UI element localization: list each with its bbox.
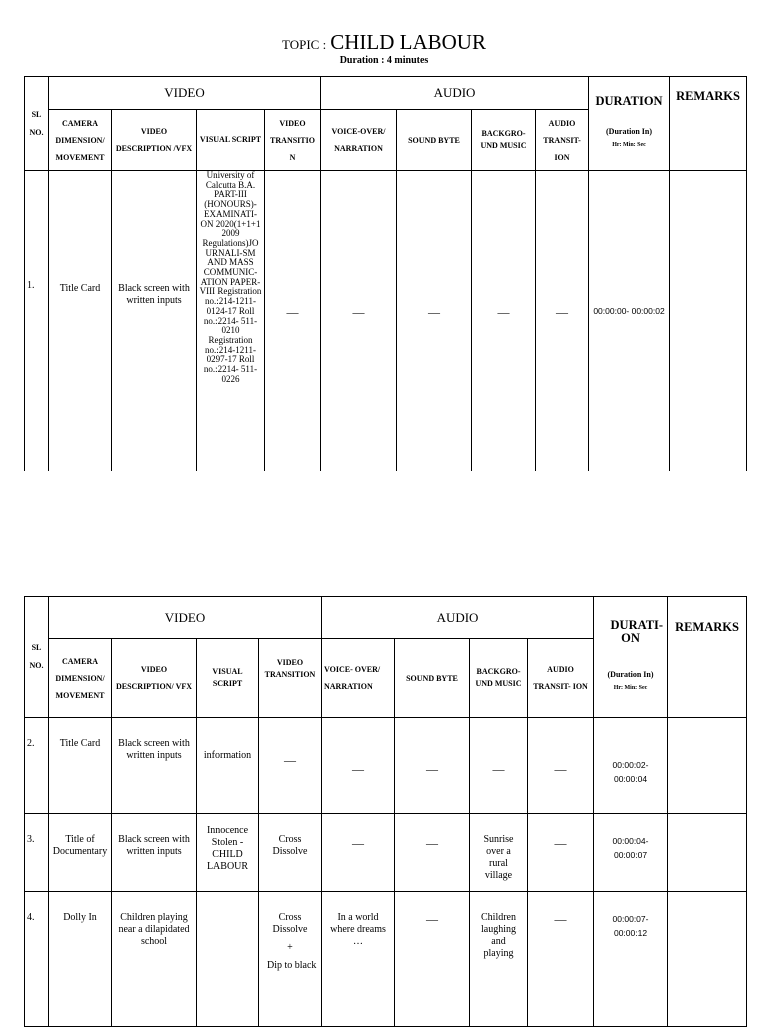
- duration-cell: 00:00:00- 00:00:02: [589, 171, 670, 491]
- remarks-cell: [670, 171, 747, 491]
- voice-over-cell: —: [322, 814, 395, 892]
- sl-no-header: SL NO.: [25, 597, 49, 718]
- visual-script-header: VISUAL SCRIPT: [197, 110, 265, 171]
- voice-over-header: VOICE-OVER/ NARRATION: [321, 110, 397, 171]
- camera-header: CAMERA DIMENSION/ MOVEMENT: [49, 639, 112, 718]
- storyboard-table-2: [24, 596, 747, 1027]
- topic-prefix: TOPIC :: [282, 37, 327, 52]
- table-row: [25, 892, 747, 1027]
- audio-transition-cell: —: [528, 892, 594, 1027]
- table-row: [25, 814, 747, 892]
- sl-cell: 3.: [25, 814, 49, 892]
- video-transition-header: VIDEO TRANSITIO N: [265, 110, 321, 171]
- duration-label: DURATI- ON: [610, 618, 664, 645]
- sl-no-header: SL NO.: [25, 77, 49, 171]
- sound-byte-header: SOUND BYTE: [395, 639, 470, 718]
- duration-in-label: (Duration In): [607, 670, 654, 679]
- remarks-cell: [668, 814, 747, 892]
- background-music-header: BACKGRO- UND MUSIC: [470, 639, 528, 718]
- page-gap: [0, 471, 768, 596]
- camera-cell: Title Card: [49, 718, 112, 814]
- video-transition-cell: [259, 892, 322, 1027]
- camera-cell: Dolly In: [49, 892, 112, 1027]
- video-transition-cell: Cross Dissolve: [259, 814, 322, 892]
- camera-cell: Title Card: [49, 171, 112, 491]
- table-row: [25, 718, 747, 814]
- voice-over-cell: —: [322, 718, 395, 814]
- document-title: [0, 30, 768, 55]
- audio-transition-cell: —: [528, 814, 594, 892]
- audio-transition-header: AUDIO TRANSIT- ION: [536, 110, 589, 171]
- audio-group-header: AUDIO: [322, 597, 594, 639]
- sl-cell: 4.: [25, 892, 49, 1027]
- visual-script-header: VISUAL SCRIPT: [197, 639, 259, 718]
- video-group-header: VIDEO: [49, 77, 321, 110]
- video-group-header: VIDEO: [49, 597, 322, 639]
- audio-transition-cell: —: [528, 718, 594, 814]
- description-cell: Children playing near a dilapidated school: [112, 892, 197, 1027]
- duration-cell: 00:00:04- 00:00:07: [594, 814, 668, 892]
- sl-cell: 2.: [25, 718, 49, 814]
- video-transition-cell: —: [259, 718, 322, 814]
- description-cell: Black screen with written inputs: [112, 171, 197, 491]
- voice-over-cell: In a world where dreams …: [322, 892, 395, 1027]
- video-description-header: VIDEO DESCRIPTION/ VFX: [112, 639, 197, 718]
- duration-format-label: Hr: Min: Sec: [612, 141, 646, 148]
- visual-script-cell: Innocence Stolen - CHILD LABOUR: [197, 814, 259, 892]
- video-transition-cell: —: [265, 171, 321, 491]
- audio-transition-header: AUDIO TRANSIT- ION: [528, 639, 594, 718]
- duration-in-label: (Duration In): [606, 126, 653, 136]
- camera-header: CAMERA DIMENSION/ MOVEMENT: [49, 110, 112, 171]
- description-cell: Black screen with written inputs: [112, 814, 197, 892]
- table-row: [25, 171, 747, 491]
- background-music-header: BACKGRO- UND MUSIC: [472, 110, 536, 171]
- video-transition-text: Cross Dissolve: [272, 912, 308, 935]
- duration-cell: 00:00:02- 00:00:04: [594, 718, 668, 814]
- audio-transition-cell: —: [536, 171, 589, 491]
- music-cell: —: [472, 171, 536, 491]
- remarks-header: REMARKS: [668, 597, 747, 718]
- camera-cell: Title of Documentary: [49, 814, 112, 892]
- voice-over-cell: —: [321, 171, 397, 491]
- duration-line: Duration : 4 minutes: [339, 55, 429, 66]
- video-transition-extra: Dip to black: [267, 960, 317, 971]
- visual-script-cell: information: [197, 718, 259, 814]
- music-cell: —: [470, 718, 528, 814]
- duration-format-label: Hr: Min: Sec: [613, 685, 648, 691]
- music-cell: Children laughing and playing: [470, 892, 528, 1027]
- topic-text: CHILD LABOUR: [330, 30, 486, 54]
- sound-byte-header: SOUND BYTE: [397, 110, 472, 171]
- audio-group-header: AUDIO: [321, 77, 589, 110]
- remarks-cell: [668, 718, 747, 814]
- duration-header: [594, 597, 668, 718]
- description-cell: Black screen with written inputs: [112, 718, 197, 814]
- remarks-cell: [668, 892, 747, 1027]
- video-description-header: VIDEO DESCRIPTION /VFX: [112, 110, 197, 171]
- visual-script-cell: University of Calcutta B.A. PART-III (HONOURS)- EXAMINATI- ON 2020(1+1+1 2009 Regulations)JO URNALI-SM AND MASS COMMUNIC- ATION PAPER-VIII Registration no.:214-1211- 0124-17 Roll no.:2214- 511-0210 Registration no.:214-1211- 0297-17 Roll no.:2214- 511-0226: [197, 171, 265, 491]
- duration-cell: 00:00:07- 00:00:12: [594, 892, 668, 1027]
- video-transition-header: VIDEO TRANSITION: [259, 639, 322, 718]
- sound-byte-cell: —: [395, 718, 470, 814]
- music-cell: Sunrise over a rural village: [470, 814, 528, 892]
- sound-byte-cell: —: [397, 171, 472, 491]
- video-transition-plus: +: [287, 942, 293, 953]
- duration-header: [589, 77, 670, 171]
- sound-byte-cell: —: [395, 814, 470, 892]
- sound-byte-cell: —: [395, 892, 470, 1027]
- storyboard-table-1: [24, 76, 747, 491]
- sl-cell: 1.: [25, 171, 49, 491]
- remarks-header: REMARKS: [670, 77, 747, 171]
- visual-script-cell: [197, 892, 259, 1027]
- duration-label: DURATION: [595, 93, 663, 108]
- voice-over-header: VOICE- OVER/ NARRATION: [322, 639, 395, 718]
